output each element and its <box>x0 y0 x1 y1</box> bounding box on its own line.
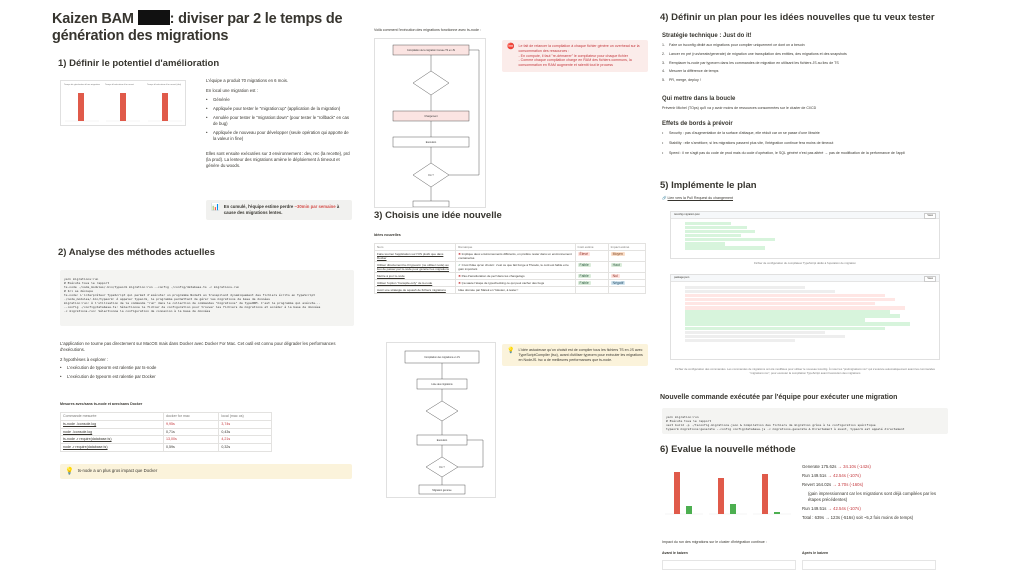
list-item: 5. PR, merge, deploy ! <box>662 78 701 83</box>
mini-chart-label-1: Temps de génération d'une migration <box>64 84 100 86</box>
measures-table-title: Mesures avec/sans ts-node et avec/sans Docker <box>60 402 143 406</box>
mini-bar-2 <box>120 93 126 121</box>
list-item: • Annulée pour tester le "migration:down" (pour tester le "rollback" en cas de bug) <box>206 115 352 127</box>
pr-link[interactable]: 🔗 Lien vers la Pull Request du changement <box>662 196 734 200</box>
ci-impact-text: Impact du run des migrations sur le cluster d'intégration continue : <box>662 540 767 544</box>
flowchart-ts-node <box>374 38 486 208</box>
results-charts-image <box>662 462 794 520</box>
chosen-idea-callout: 💡 L'idée astucieuse qu'on choisit est de compiler tous les fichiers TS en JS avec TypeScriptCompiler (tsc), avant d'utiliser typeorm pour exécuter les migrations en NodeJS. tsc a de meilleures performances que ts-node. <box>502 344 648 366</box>
after-label: Après le kaizen <box>802 551 829 555</box>
flowchart-ts-node-svg <box>375 39 486 208</box>
flow-node-label: Chargement <box>424 115 438 118</box>
table-row: Mettre à jour ts-node ✖ Pas d'amélioration de perf dans les changelogs Faible Nul <box>375 273 646 280</box>
list-item: • Security : pas d'augmentation de la surface d'attaque, elle réduit car on se passe d'une librairie <box>662 131 948 136</box>
effects-list <box>662 131 948 155</box>
flow-node <box>413 201 449 207</box>
section-6-heading: 6) Evalue la nouvelle méthode <box>660 444 796 455</box>
after-screenshot <box>802 560 936 570</box>
list-item: 4. Mesurer la différence de temps <box>662 69 719 74</box>
result-revert: Revert 164.02s → 3.70s (-160s) <box>802 482 864 487</box>
who-text: Prévenir Michel (TOps) qu'il va y avoir moins de ressources consommées sur le cluster de CI/CD <box>662 106 817 110</box>
table-row: Utiliser directement la cli typeorm (ne utiliser node) au lieu de passer par ts-node pour générer les migrations ✔ C'est l'idée qu'on choisit : c'est ce que fait Forge à Théodo, le coût est faible et le gain important Faible Haut <box>375 262 646 273</box>
result-bar-before <box>718 478 724 514</box>
result-bar-after <box>730 504 736 514</box>
section-2-text: L'application ne tourne pas directement sur MacOS mais dans Docker avec Docker For Mac. Cet outil est connu pour dégrader les performances d'exécutions. 2 hypothèses à explorer : • L'exécution de typeorm est ralentie par ts-node • L'exécution de typeorm est ralentie par Docker <box>60 341 352 380</box>
warning-icon: ⛔ <box>507 44 515 50</box>
result-bar-after <box>774 512 780 514</box>
results-bar-charts <box>662 462 794 520</box>
list-item: • L'exécution de typeorm est ralentie par ts-node <box>60 365 352 371</box>
result-generate: Generate 175.62s → 34.10s (-142s) <box>802 464 871 469</box>
list-item: 3. Remplacer ts-node par typeorm dans les commandes de migration en utilisant les fichiers JS au lieu de TS <box>662 60 839 65</box>
mini-bar-1 <box>78 93 84 121</box>
tsconfig-diff-image <box>670 211 940 259</box>
flow-node-label: Exécution <box>425 141 437 144</box>
section-4-heading: 4) Définir un plan pour les idées nouvelles que tu veux tester <box>660 12 935 23</box>
package-json-caption: Fichier de configuration des commandes. Les commandes de migrations ont été modifiées pour utiliser le nouveau tsconfig. À noter les "prelmigrations:xxx" qui s'exécute automatiquement avant les commandes "migrations:xxx", pour exécuter la compilation TypeScript avant l'exécution des migrations <box>675 367 935 375</box>
table-header-row: Nom Remarque Coût estimé Impact estimé <box>375 244 646 251</box>
column-middle <box>370 0 652 576</box>
ts-node-impact-callout: 💡 ts-node a un plus gros impact que Docker <box>60 464 352 479</box>
flow-node-label: Fin ? <box>428 174 434 177</box>
table-header-row: Commande mesurée docker for mac local (mac os) <box>61 413 272 421</box>
table-row: Utiliser l'option "transpile-only" de ts-node ✖ Ça saute l'étape de typechecking ce qui peut cacher des bugs Faible Négatif <box>375 280 646 287</box>
ideas-table <box>374 243 646 294</box>
list-item: 1. Faire un tsconfig dédié aux migrations pour compiler uniquement ce dont on a besoin <box>662 43 805 47</box>
file-name: package.json <box>674 276 690 279</box>
time-lost-callout: 📊 En cumulé, l'équipe estime perdre ~30min par semaine à cause des migrations lentes. <box>206 200 352 220</box>
flowchart-tsc <box>386 342 496 498</box>
lightbulb-icon: 💡 <box>507 348 515 354</box>
new-command-heading: Nouvelle commande exécutée par l'équipe pour exécuter une migration <box>660 394 898 401</box>
flow-node-label: Migration générée <box>432 489 452 492</box>
flow-node-label: Compilation des migrations en JS <box>424 356 460 359</box>
plan-steps <box>662 43 948 83</box>
results-text <box>802 464 948 521</box>
effects-title: Effets de bords à prévoir <box>662 121 733 127</box>
flow-node-label: Compilation de la migration trouvée TS en JS <box>406 49 456 52</box>
list-item: • Appliquée pour tester le "migration:up" (application de la migration) <box>206 106 352 112</box>
chart-icon: 📊 <box>211 204 220 211</box>
redacted-block <box>138 10 170 25</box>
section-5-heading: 5) Implémente le plan <box>660 180 757 191</box>
link-icon: 🔗 <box>662 196 668 200</box>
file-name: tsconfig.migration.json <box>674 213 700 216</box>
table-row: ts-node -r require(database.ts) 13,00s 4,21s <box>61 436 272 444</box>
list-item: • L'exécution de typeorm est ralentie par Docker <box>60 374 352 380</box>
strategy-title: Stratégie technique : Just do it! <box>662 33 752 39</box>
result-run: Run 149.51s → 42.54s (-107s) <box>802 473 861 478</box>
result-run-2: Run 149.51s → 42.54s (-107s) <box>802 506 861 511</box>
table-row: Avoir une stratégie de squash de fichiers migrations Idée donnée par Marek en Yokoten, à tester ! <box>375 287 646 294</box>
table-row: node ./console.log 0,71s 0,43s <box>61 428 272 436</box>
code-block-new: yarn migration:run # Exécute tous le rapport next build -p ./tsconfig.migrations.json & Compilation des fichiers de migration grâce à la configuration spécifique typeorm migrations:generate --config config/database.js -c migrations-generate & Directement à avant, typeorm est appelé directement <box>662 408 948 434</box>
result-bar-before <box>674 472 680 514</box>
mini-chart-label-3: Temps d'exécution d'un revert (dur) <box>147 84 182 86</box>
flowchart-tsc-svg <box>387 343 496 498</box>
table-row: Faire tourner l'application sur l'OS plutôt que dans Docker ✖ Implique deux environnements différents, on préfère rester dans un environnement containerisé Élevé Moyen <box>375 251 646 262</box>
who-title: Qui mettre dans la boucle <box>662 96 736 102</box>
section-3-heading: 3) Choisis une idée nouvelle <box>374 210 502 221</box>
flow-intro: Voilà comment l'exécution des migrations fonctionne avec ts-node : <box>374 28 481 32</box>
page-title: Kaizen BAM : diviser par 2 le temps de génération des migrations <box>52 11 343 44</box>
list-item: • Speed : il ne s'agit pas du code de prod mais du code d'opération, le SQL généré n'est pas altéré → pas de modification de la performance de l'appli <box>662 151 948 156</box>
section-1-text: L'équipe a produit 70 migrations en 6 mois. En local une migration est : • Générée • Appliquée pour tester le "migration:up" (application de la migration) • Annulée pour tester le "migration:down" (pour tester le "rollback" en cas de bug) • Appliquée de nouveau pour développer (seule opération qui apporte de la valeur in fine) Elles sont ensuite exécutées sur 3 environnement : dev, rec (la recette), prd (la prod). La lenteur des migrations amène le déploiement à timeout et génère du woods. <box>206 78 352 169</box>
mini-charts-image <box>60 80 186 126</box>
flow-node-label: Exécution <box>436 439 448 442</box>
view-file-button[interactable]: View <box>924 213 936 219</box>
section-1-heading: 1) Définir le potentiel d'amélioration <box>58 58 220 69</box>
result-bar-before <box>762 474 768 514</box>
migration-steps-list <box>206 97 352 142</box>
flow-node-label: Liste des migrations <box>431 383 453 386</box>
ideas-table-title: Idées nouvelles <box>374 233 401 237</box>
before-screenshot <box>662 560 796 570</box>
result-bar-after <box>686 506 692 514</box>
column-right <box>660 0 952 576</box>
table-row: node -r require(database.ts) 0,59s 0,32s <box>61 444 272 452</box>
section-2-heading: 2) Analyse des méthodes actuelles <box>58 247 215 258</box>
flow-decision <box>426 401 458 421</box>
lightbulb-icon: 💡 <box>65 468 74 475</box>
code-block-current: yarn migrations:run # Exécute tous le rapport ts-node ./node_modules/.bin/typeorm migration:run --config ./config/database.ts -c migrations-run # Ici se découpe ts-node: L'interpréteur TypeScript qui permet d'exécuter un programme NodeJS en transpilant dynamiquement des fichiers écrits en TypeScript ./node_modules/.bin/typeorm: À appeler typeorm, le programme permettant de gérer les migrations de base de données migration:run: À l'utilisation de la commande "run" dans le collection de commandes "migrations" de typeORM. C'est le programme qui exécute... --config ./config/database.ts: Sélectionne le fichier de configuration pour trouver les fichiers de migrations et accéder à la base de données -c migrations-run: Sélectionne la configuration de connexion à la base de données <box>60 270 354 326</box>
view-file-button[interactable]: View <box>924 276 936 282</box>
before-label: Avant le kaizen <box>662 551 688 555</box>
mini-bar-3 <box>162 93 168 121</box>
list-item: • Stability : elle s'améliore, si les migrations passent plus vite, l'intégration continue fera moins de timeout <box>662 141 948 146</box>
hypotheses-list <box>60 365 352 380</box>
overhead-callout: ⛔ Le fait de relancer la compilation à chaque fichier génère un overhead sur la consommation des ressources : - En compute, il faut "re-démarrer" le compilateur pour chaque fichier - Comme chaque compilation charge en RAM des fichiers communs, la consommation en RAM augmente et ralentit tout le process <box>502 40 648 72</box>
column-left <box>52 0 360 576</box>
flow-decision <box>413 71 449 95</box>
measures-table <box>60 412 272 452</box>
tsconfig-caption: Fichier de configuration du compilateur TypeScript dédié à l'opération de migration <box>754 261 856 265</box>
package-json-diff-image <box>670 274 940 360</box>
mini-chart-label-2: Temps d'exécution d'un revert <box>105 84 134 86</box>
table-row: ts-node ./console.log 9,95s 3,74s <box>61 420 272 428</box>
list-item: • Appliquée de nouveau pour développer (seule opération qui apporte de la valeur in fine) <box>206 130 352 142</box>
mini-bar-charts <box>61 81 186 126</box>
list-item: • Générée <box>206 97 352 103</box>
result-note: (gain impressionnant car les migrations sont déjà compilées par les étapes précédentes) <box>808 491 937 502</box>
result-total: Total : 639s → 123s (-516s) soit ~5,2 fois moins de temps) <box>802 515 914 520</box>
flow-node-label: Fin ? <box>439 466 445 469</box>
list-item: 2. Lancer en pré (run/create/generate) de migration une transpilation des entities, des migrations et des snapshots <box>662 51 847 56</box>
